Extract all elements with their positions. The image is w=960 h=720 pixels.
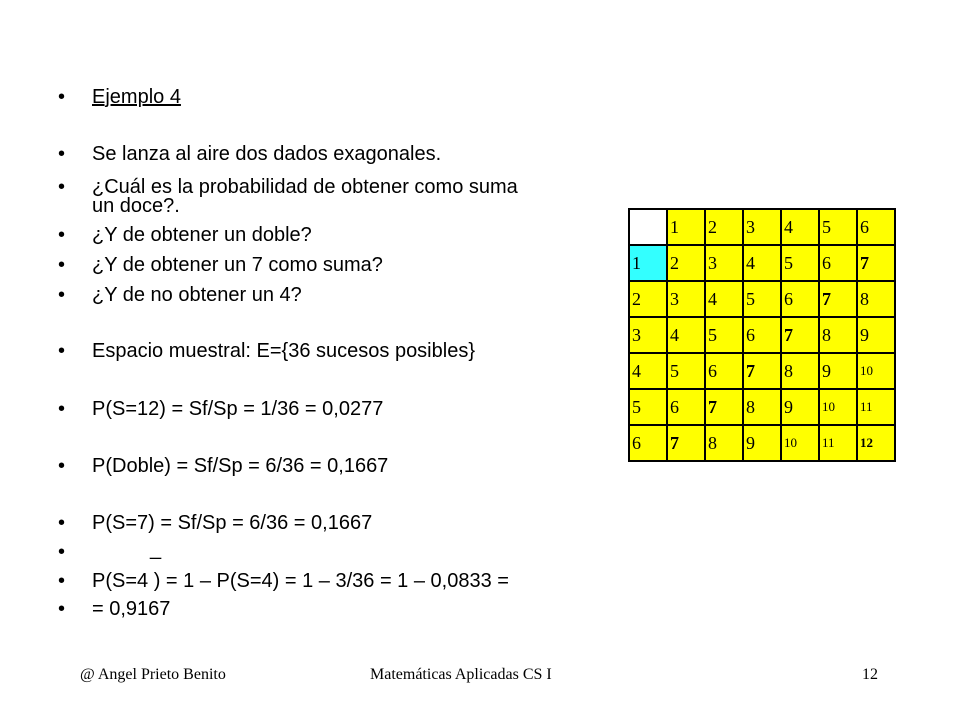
table-row-header: 3 — [629, 317, 667, 353]
table-cell: 3 — [667, 281, 705, 317]
table-row — [629, 389, 895, 425]
bullet-text: ¿Cuál es la probabilidad de obtener como suma — [92, 176, 518, 198]
table-cell: 5 — [705, 317, 743, 353]
table-row-header: 2 — [629, 281, 667, 317]
table-cell: 11 — [857, 389, 895, 425]
bullet-dot: • — [58, 284, 66, 306]
bullet-text: P(S=4 ) = 1 – P(S=4) = 1 – 3/36 = 1 – 0,0833 = — [92, 570, 509, 592]
bullet-dot: • — [58, 541, 66, 563]
bullet-dot: • — [58, 86, 66, 108]
table-header-cell: 4 — [781, 209, 819, 245]
bullet-text: ¿Y de no obtener un 4? — [92, 284, 302, 306]
table-cell: 7 — [819, 281, 857, 317]
bullet-text: = 0,9167 — [92, 598, 171, 620]
table-cell: 9 — [781, 389, 819, 425]
table-row — [629, 425, 895, 461]
table-cell: 4 — [667, 317, 705, 353]
footer-page-number: 12 — [862, 666, 878, 683]
bullet-dot: • — [58, 512, 66, 534]
table-cell: 7 — [705, 389, 743, 425]
table-cell: 7 — [857, 245, 895, 281]
table-cell: 7 — [781, 317, 819, 353]
bullet-text: ¿Y de obtener un 7 como suma? — [92, 254, 383, 276]
table-cell: 5 — [667, 353, 705, 389]
table-cell: 6 — [705, 353, 743, 389]
table-cell: 2 — [667, 245, 705, 281]
table-row — [629, 317, 895, 353]
table-cell: 6 — [819, 245, 857, 281]
table-header-cell: 5 — [819, 209, 857, 245]
bullet-dot: • — [58, 340, 66, 362]
table-cell: 7 — [743, 353, 781, 389]
dice-sum-table — [628, 208, 896, 462]
table-cell: 11 — [819, 425, 857, 461]
complement-bar: _ — [150, 538, 162, 560]
table-cell: 5 — [743, 281, 781, 317]
footer-author: @ Angel Prieto Benito — [80, 666, 226, 683]
table-cell: 12 — [857, 425, 895, 461]
table-cell: 7 — [667, 425, 705, 461]
table-header-cell: 3 — [743, 209, 781, 245]
table-header-cell: 2 — [705, 209, 743, 245]
bullet-text: un doce?. — [92, 195, 180, 217]
bullet-text: Espacio muestral: E={36 sucesos posibles} — [92, 340, 475, 362]
bullet-text: Se lanza al aire dos dados exagonales. — [92, 143, 442, 165]
bullet-dot: • — [58, 455, 66, 477]
table-cell: 8 — [705, 425, 743, 461]
table-row-header: 1 — [629, 245, 667, 281]
bullet-dot: • — [58, 224, 66, 246]
table-cell: 8 — [819, 317, 857, 353]
bullet-dot: • — [58, 254, 66, 276]
bullet-text: P(S=7) = Sf/Sp = 6/36 = 0,1667 — [92, 512, 373, 534]
table-cell: 9 — [857, 317, 895, 353]
table-cell: 9 — [819, 353, 857, 389]
table-cell: 4 — [743, 245, 781, 281]
table-row — [629, 245, 895, 281]
table-cell: 10 — [857, 353, 895, 389]
table-cell: 6 — [781, 281, 819, 317]
table-row — [629, 353, 895, 389]
table-cell: 10 — [819, 389, 857, 425]
bullet-text: ¿Y de obtener un doble? — [92, 224, 312, 246]
bullet-dot: • — [58, 570, 66, 592]
table-row-header: 4 — [629, 353, 667, 389]
bullet-dot: • — [58, 176, 66, 198]
table-header-row — [629, 209, 895, 245]
table-cell: 8 — [781, 353, 819, 389]
table-cell: 9 — [743, 425, 781, 461]
table-row — [629, 281, 895, 317]
table-row-header: 6 — [629, 425, 667, 461]
table-cell: 8 — [857, 281, 895, 317]
bullet-text: P(S=12) = Sf/Sp = 1/36 = 0,0277 — [92, 398, 384, 420]
slide-title[interactable]: Ejemplo 4 — [92, 86, 181, 108]
table-cell: 3 — [705, 245, 743, 281]
table-cell: 6 — [667, 389, 705, 425]
bullet-dot: • — [58, 598, 66, 620]
bullet-text: P(Doble) = Sf/Sp = 6/36 = 0,1667 — [92, 455, 389, 477]
table-cell: 10 — [781, 425, 819, 461]
table-cell: 5 — [781, 245, 819, 281]
table-cell: 8 — [743, 389, 781, 425]
table-cell: 6 — [743, 317, 781, 353]
table-row-header: 5 — [629, 389, 667, 425]
table-header-cell: 6 — [857, 209, 895, 245]
table-cell: 4 — [705, 281, 743, 317]
table-header-cell: 1 — [667, 209, 705, 245]
bullet-dot: • — [58, 143, 66, 165]
bullet-dot: • — [58, 398, 66, 420]
table-corner-cell — [629, 209, 667, 245]
footer-course: Matemáticas Aplicadas CS I — [370, 666, 552, 683]
